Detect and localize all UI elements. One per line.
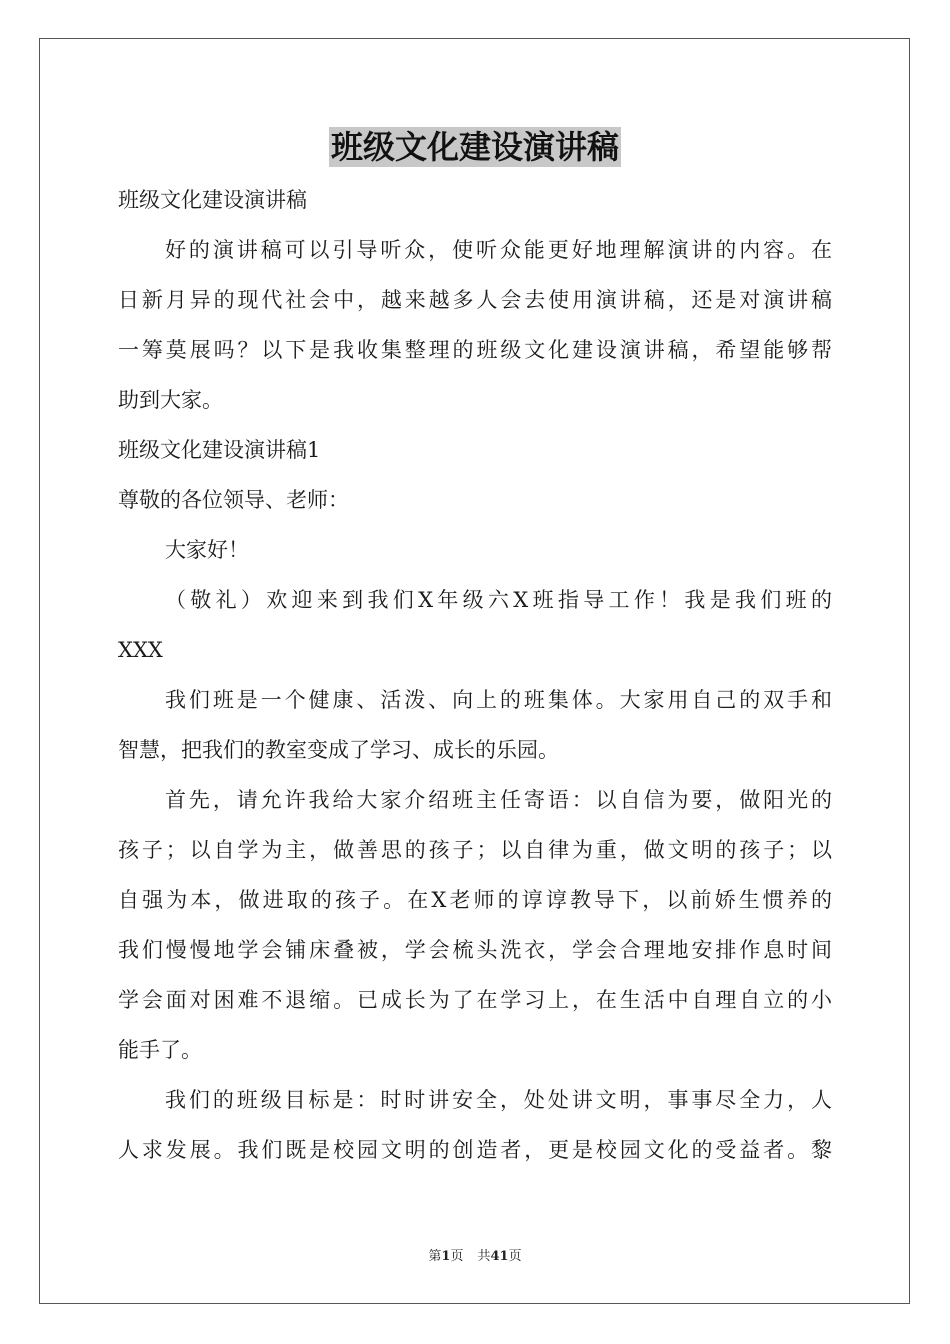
total-prefix: 共 bbox=[477, 1249, 491, 1264]
text-line: 首先，请允许我给大家介绍班主任寄语：以自信为要，做阳光的 bbox=[165, 788, 832, 812]
text-line: 我们慢慢地学会铺床叠被，学会梳头洗衣，学会合理地安排作息时间 bbox=[118, 938, 832, 962]
text-line: XXX bbox=[118, 638, 163, 662]
total-suffix: 页 bbox=[508, 1249, 522, 1264]
text-line: 我们的班级目标是：时时讲安全，处处讲文明，事事尽全力，人 bbox=[165, 1088, 832, 1112]
text-line: 助到大家。 bbox=[118, 388, 223, 412]
text-line: 智慧，把我们的教室变成了学习、成长的乐园。 bbox=[118, 738, 559, 762]
text-line: 孩子；以自学为主，做善思的孩子；以自律为重，做文明的孩子；以 bbox=[118, 838, 832, 862]
text-line: 班级文化建设演讲稿1 bbox=[118, 438, 321, 462]
text-line: 学会面对困难不退缩。已成长为了在学习上，在生活中自理自立的小 bbox=[118, 988, 832, 1012]
text-line: 我们班是一个健康、活泼、向上的班集体。大家用自己的双手和 bbox=[165, 688, 832, 712]
text-line: 好的演讲稿可以引导听众，使听众能更好地理解演讲的内容。在 bbox=[165, 238, 832, 262]
page-prefix: 第 bbox=[428, 1249, 442, 1264]
page-current: 1 bbox=[441, 1249, 451, 1264]
text-line: 人求发展。我们既是校园文明的创造者，更是校园文化的受益者。黎 bbox=[118, 1138, 832, 1162]
text-line: 尊敬的各位领导、老师： bbox=[118, 488, 349, 512]
page-suffix: 页 bbox=[450, 1249, 464, 1264]
page-total: 41 bbox=[490, 1249, 509, 1264]
text-line: （敬礼）欢迎来到我们X年级六X班指导工作！我是我们班的 bbox=[165, 588, 832, 612]
text-line: 能手了。 bbox=[118, 1038, 202, 1062]
text-line: 自强为本，做进取的孩子。在X老师的谆谆教导下，以前娇生惯养的 bbox=[118, 888, 832, 912]
text-line: 大家好！ bbox=[165, 538, 249, 562]
text-line: 日新月异的现代社会中，越来越多人会去使用演讲稿，还是对演讲稿 bbox=[118, 288, 832, 312]
document-body bbox=[118, 175, 832, 1175]
page-footer bbox=[0, 1248, 950, 1266]
text-line: 班级文化建设演讲稿 bbox=[118, 188, 307, 212]
text-line: 一筹莫展吗？以下是我收集整理的班级文化建设演讲稿，希望能够帮 bbox=[118, 338, 832, 362]
title-container bbox=[0, 127, 950, 167]
document-title: 班级文化建设演讲稿 bbox=[330, 128, 619, 166]
